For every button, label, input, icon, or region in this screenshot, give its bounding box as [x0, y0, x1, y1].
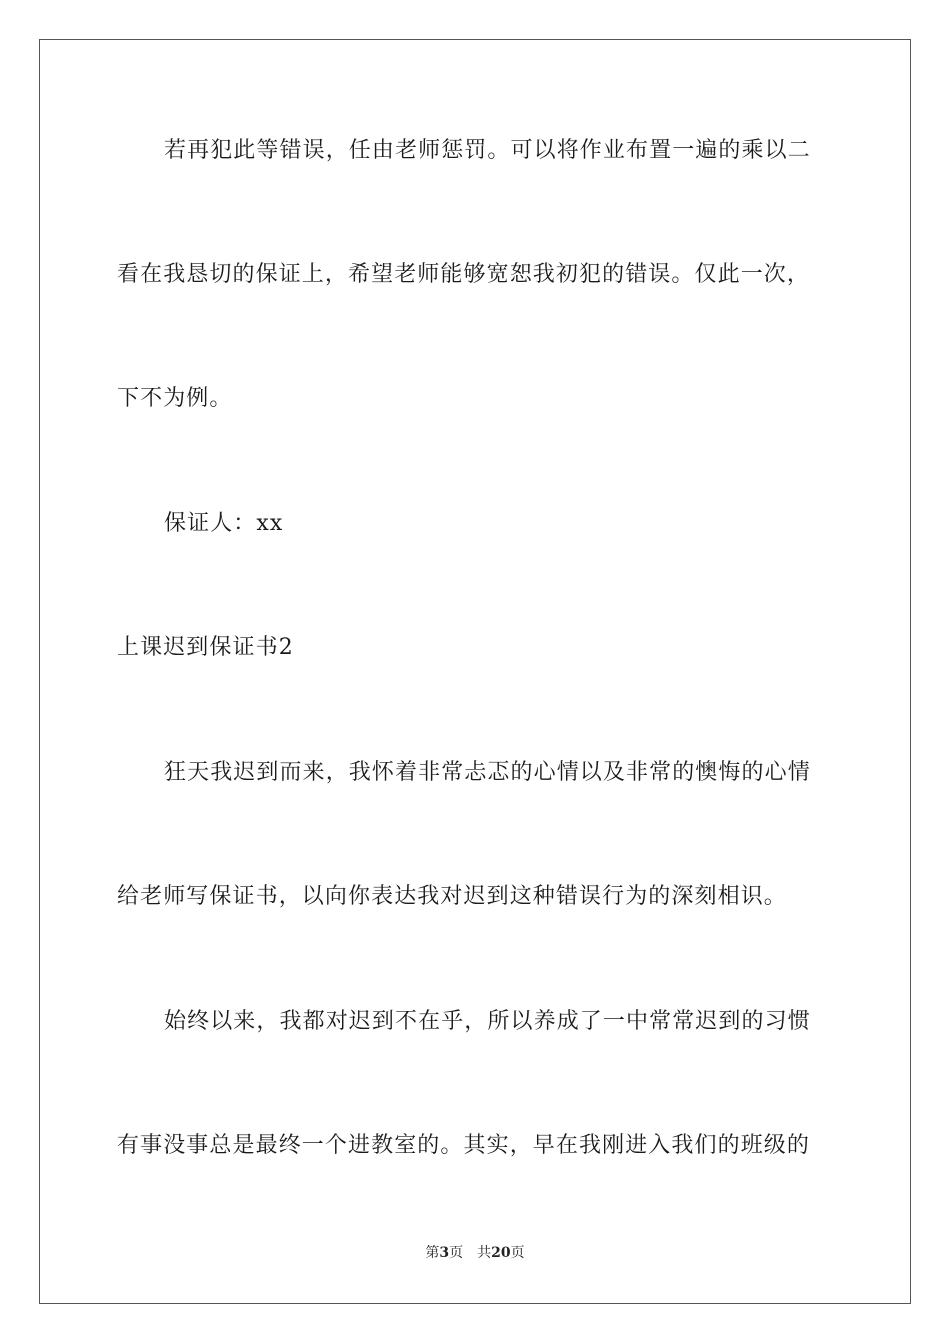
page-border: [39, 39, 911, 1304]
paragraph-line: 有事没事总是最终一个进教室的。其实，早在我刚进入我们的班级的: [117, 1133, 811, 1158]
paragraph-line: 看在我恳切的保证上，希望老师能够宽恕我初犯的错误。仅此一次，: [117, 262, 811, 287]
paragraph-line: 若再犯此等错误，任由老师惩罚。可以将作业布置一遍的乘以二: [164, 138, 811, 163]
paragraph-line: 给老师写保证书，以向你表达我对迟到这种错误行为的深刻相识。: [117, 884, 787, 909]
section-title: 上课迟到保证书2: [117, 635, 294, 660]
page-current: 3: [439, 1245, 450, 1261]
page-prefix: 第: [425, 1245, 440, 1261]
page-total: 20: [491, 1245, 511, 1261]
paragraph-line: 下不为例。: [117, 386, 233, 411]
paragraph-line: 始终以来，我都对迟到不在乎，所以养成了一中常常迟到的习惯: [164, 1009, 811, 1034]
total-suffix: 页: [510, 1245, 525, 1261]
total-prefix: 共: [477, 1245, 492, 1261]
paragraph-line: 狂天我迟到而来，我怀着非常忐忑的心情以及非常的懊悔的心情: [164, 760, 811, 785]
page-footer: [0, 1244, 950, 1262]
page-suffix: 页: [449, 1245, 464, 1261]
signature-line: 保证人：xx: [164, 511, 284, 536]
